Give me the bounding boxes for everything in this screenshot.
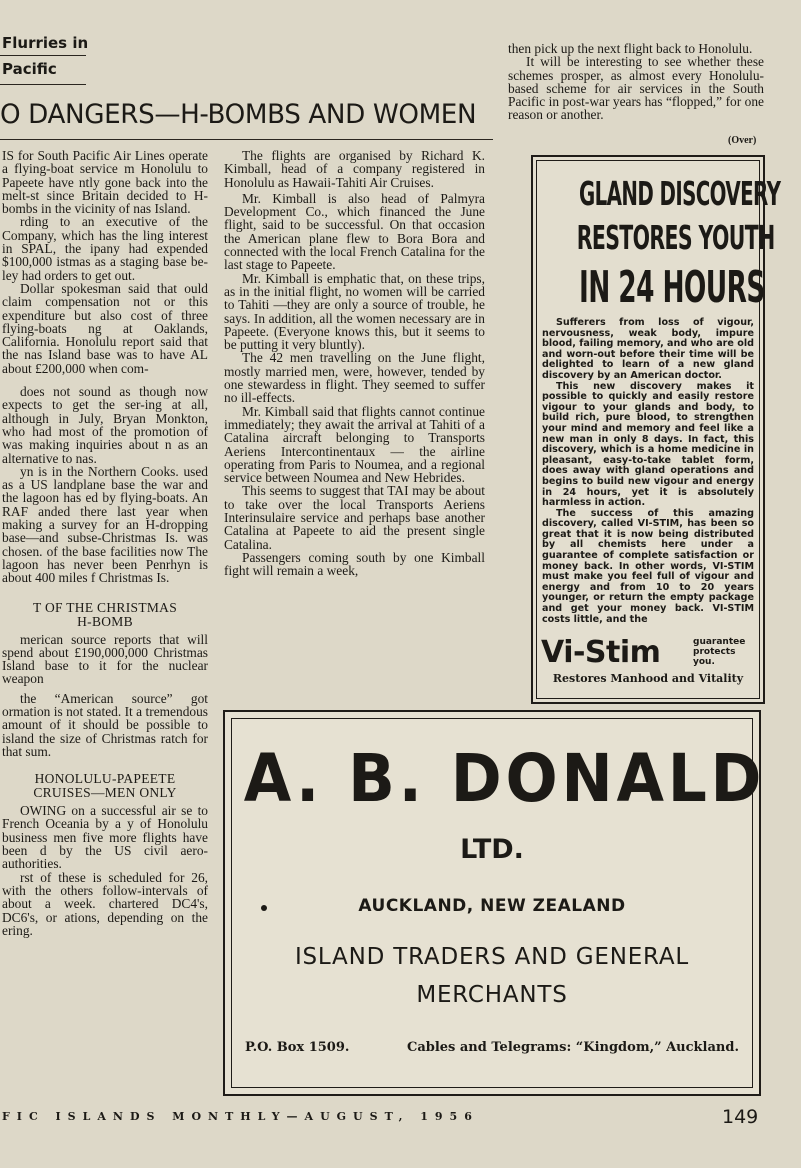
- header-rule: [0, 55, 86, 56]
- paragraph: yn is in the Northern Cooks. used as a US landplane base the war and the lagoon has ed by flying-boats. An RAF anded there last year when making a survey for an H-dropping base—and subse-Christmas Is. was chosen. of the base facilities now The lagoon has never been Penrhyn is about 400 miles f Christmas Is.: [2, 463, 208, 586]
- header-fragment-2: Pacific: [2, 60, 57, 78]
- paragraph: Mr. Kimball said that flights cannot continue immediately; they await the arrival at Tahiti of a Catalina aircraft belonging to Transports Aeriens Intercontinentaux — the airline operating from Paris to Noumea, and a regional service between Noumea and New Hebrides.: [224, 403, 485, 486]
- section-heading: T OF THE CHRISTMAS: [32, 599, 178, 615]
- paragraph: Mr. Kimball is emphatic that, on these trips, as in the initial flight, no women will be carried to Tahiti —they are only a source of trouble, he says. In addition, all the women necessary are in Papeete. (Everyone knows this, but it seems to be putting it very bluntly).: [224, 270, 485, 353]
- vistim-paragraph: Sufferers from loss of vigour, nervousness, weak body, impure blood, failing memory, and who are old and worn-out before their time will be delighted to learn of a new gland discovery by an American doctor.: [542, 317, 754, 381]
- vistim-paragraph: The success of this amazing discovery, called VI-STIM, has been so great that it is now being distributed by all chemists here under a guarantee of complete satisfaction or money back. In other words, VI-STIM must make you feel full of vigour and energy and from 10 to 20 years younger, or return the empty package and get your money back. VI-STIM costs little, and the: [542, 507, 754, 625]
- running-title: FIC ISLANDS MONTHLY—AUGUST, 1956: [2, 1110, 479, 1123]
- paragraph: This seems to suggest that TAI may be about to take over the local Transports Aeriens Interinsulaire service and perhaps base another Catalina at Papeete to aid the present single Catalina.: [224, 483, 485, 552]
- vistim-guarantee: guarantee protects you.: [693, 637, 746, 667]
- paragraph: then pick up the next flight back to Honolulu.: [508, 41, 753, 56]
- column-2: [224, 149, 485, 578]
- over-label: (Over): [728, 135, 757, 146]
- donald-city: AUCKLAND, NEW ZEALAND: [358, 896, 626, 916]
- paragraph: does not sound as though now expects to get the ser-ing at all, although in July, Bryan Monkton, who had most of the promotion of was making inquiries about n as an alternative to nas.: [2, 384, 208, 466]
- paragraph: rst of these is scheduled for 26, with the others follow-intervals of about a week. chartered DC4's, DC6's, or ations, depending on the ering.: [2, 869, 208, 938]
- donald-name: A. B. DONALD: [243, 740, 766, 817]
- paragraph: the “American source” got ormation is not stated. It a tremendous amount of it should be possible to island the size of Christmas ratch for that sum.: [2, 690, 208, 759]
- vistim-headline-3: IN 24 HOURS: [579, 262, 765, 313]
- paragraph: It will be interesting to see whether these schemes prosper, as almost every Honolulu-based scheme for air services in the South Pacific in post-war years has “flopped,” for one reason or another.: [508, 54, 764, 123]
- paragraph: Mr. Kimball is also head of Palmyra Development Co., which financed the June flight, said to be successful. On that occasion the American plane flew to Bora Bora and connected with the local French Catalina for the last stage to Papeete.: [224, 190, 485, 273]
- donald-ltd: LTD.: [460, 834, 524, 865]
- paragraph: The flights are organised by Richard K. Kimball, head of a company registered in Honolulu as Hawaii-Tahiti Air Cruises.: [224, 148, 485, 190]
- vistim-body: [542, 318, 754, 625]
- paragraph: Dollar spokesman said that ould claim compensation not or this expenditure but also cost of three flying-boats ng at Oaklands, California. Honolulu report said that the nas Island base was to have AL about £200,000 when com-: [2, 280, 208, 376]
- vistim-paragraph: This new discovery makes it possible to quickly and easily restore vigour to your glands and body, to build rich, pure blood, to strengthen your mind and memory and feel like a new man in only 8 days. In fact, this discovery, which is a home medicine in pleasant, easy-to-take tablet form, does away with gland operations and begins to build new vigour and energy in 24 hours, yet it is absolutely harmless in action.: [542, 380, 754, 509]
- column-3: [508, 42, 764, 122]
- donald-po-box: P.O. Box 1509.: [245, 1040, 350, 1055]
- vistim-headline-1: GLAND DISCOVERY: [579, 174, 781, 213]
- donald-desc-2: MERCHANTS: [416, 982, 568, 1008]
- section-heading: H-BOMB: [77, 613, 133, 629]
- paragraph: The 42 men travelling on the June flight, mostly married men, were, however, tended by one stewardess in flight. They seemed to suffer no ill-effects.: [224, 350, 485, 406]
- headline-rule: [0, 139, 493, 140]
- column-1: [2, 149, 208, 937]
- paragraph: OWING on a successful air se to French Oceania by a y of Honolulu business men five more flights have been d by the US civil aero-authorities.: [2, 803, 208, 872]
- donald-cables: Cables and Telegrams: “Kingdom,” Auckland.: [406, 1040, 739, 1055]
- header-fragment-1: Flurries in: [2, 34, 89, 52]
- page-number: 149: [722, 1106, 759, 1128]
- header-rule-2: [0, 84, 86, 85]
- paragraph: rding to an executive of the Company, which has the ling interest in SPAL, the ipany had expended $100,000 istmas as a staging base be-ley had orders to get out.: [2, 214, 208, 283]
- section-heading: CRUISES—MEN ONLY: [33, 785, 177, 801]
- donald-desc-1: ISLAND TRADERS AND GENERAL: [294, 944, 690, 970]
- paragraph: merican source reports that will spend about £190,000,000 Christmas Island base to it for the nuclear weapon: [2, 631, 208, 687]
- vistim-headline-2: RESTORES YOUTH: [576, 218, 775, 257]
- paragraph: Passengers coming south by one Kimball fight will remain a week,: [224, 549, 485, 579]
- vistim-brand: Vi-Stim: [541, 635, 661, 670]
- donald-ad: [223, 710, 766, 1096]
- paragraph: IS for South Pacific Air Lines operate a flying-boat service m Honolulu to Papeete have ntly gone back into the melt-st since Britain decided to H-bombs in the vicinity of nas Island.: [2, 148, 208, 217]
- section-heading: HONOLULU-PAPEETE: [34, 771, 176, 787]
- vistim-tagline: Restores Manhood and Vitality: [552, 672, 744, 685]
- headline: O DANGERS—H-BOMBS AND WOMEN: [0, 99, 477, 130]
- vistim-ad: [531, 155, 781, 704]
